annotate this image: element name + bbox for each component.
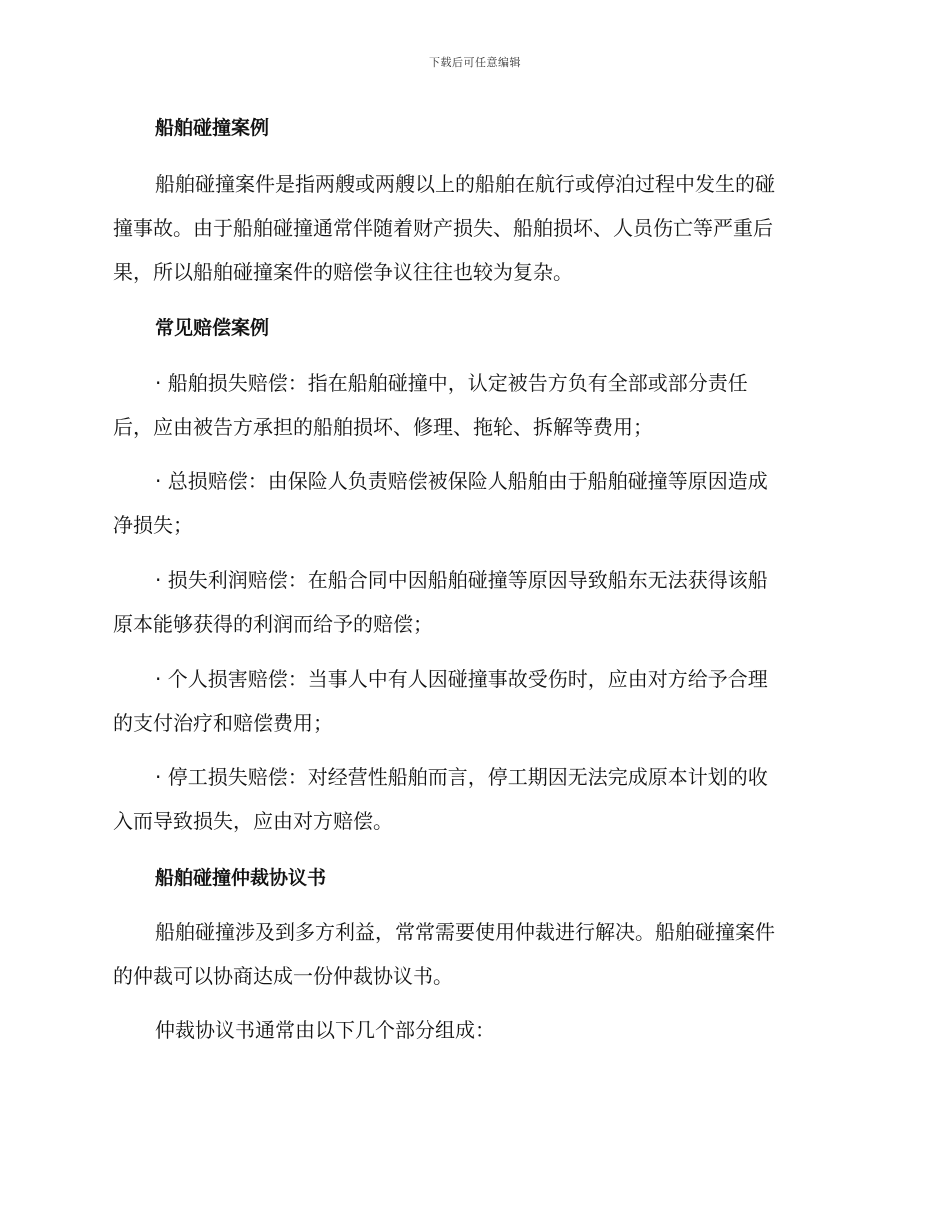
paragraph-line: 船舶碰撞案件是指两艘或两艘以上的船舶在航行或停泊过程中发生的碰	[155, 172, 775, 196]
heading-arbitration-agreement	[113, 856, 875, 900]
paragraph-line: 的仲裁可以协商达成一份仲裁协议书。	[113, 964, 453, 988]
heading-text: 船舶碰撞仲裁协议书	[155, 867, 327, 889]
paragraph-line: 仲裁协议书通常由以下几个部分组成：	[155, 1018, 495, 1042]
heading-ship-collision-cases	[113, 106, 875, 150]
bullet-item-ship-loss	[113, 361, 833, 449]
bullet-line: · 总损赔偿：由保险人负责赔偿被保险人船舶由于船舶碰撞等原因造成	[155, 469, 768, 493]
bullet-item-profit-loss	[113, 558, 833, 646]
heading-common-compensation	[113, 306, 875, 350]
paragraph-line: 船舶碰撞涉及到多方利益，常常需要使用仲裁进行解决。船舶碰撞案件	[155, 920, 775, 944]
heading-text: 常见赔偿案例	[155, 317, 270, 339]
paragraph-intro	[113, 162, 833, 294]
bullet-line: · 停工损失赔偿：对经营性船舶而言，停工期因无法完成原本计划的收	[155, 765, 768, 789]
paragraph-agreement-parts	[113, 1008, 833, 1052]
bullet-line: 后，应由被告方承担的船舶损坏、修理、拖轮、拆解等费用；	[113, 415, 653, 439]
bullet-item-personal-injury	[113, 657, 833, 745]
page-header: 下载后可任意编辑	[429, 56, 521, 69]
bullet-line: · 船舶损失赔偿：指在船舶碰撞中，认定被告方负有全部或部分责任	[155, 371, 748, 395]
bullet-line: 原本能够获得的利润而给予的赔偿；	[113, 612, 433, 636]
bullet-line: 入而导致损失，应由对方赔偿。	[113, 809, 393, 833]
bullet-line: 的支付治疗和赔偿费用；	[113, 711, 333, 735]
paragraph-line: 果，所以船舶碰撞案件的赔偿争议往往也较为复杂。	[113, 260, 573, 284]
paragraph-arbitration	[113, 910, 833, 998]
bullet-item-downtime-loss	[113, 755, 833, 843]
heading-text: 船舶碰撞案例	[155, 117, 270, 139]
bullet-item-total-loss	[113, 459, 833, 547]
paragraph-line: 撞事故。由于船舶碰撞通常伴随着财产损失、船舶损坏、人员伤亡等严重后	[113, 216, 773, 240]
bullet-line: · 个人损害赔偿：当事人中有人因碰撞事故受伤时，应由对方给予合理	[155, 667, 768, 691]
bullet-line: 净损失；	[113, 513, 193, 537]
bullet-line: · 损失利润赔偿：在船合同中因船舶碰撞等原因导致船东无法获得该船	[155, 568, 768, 592]
